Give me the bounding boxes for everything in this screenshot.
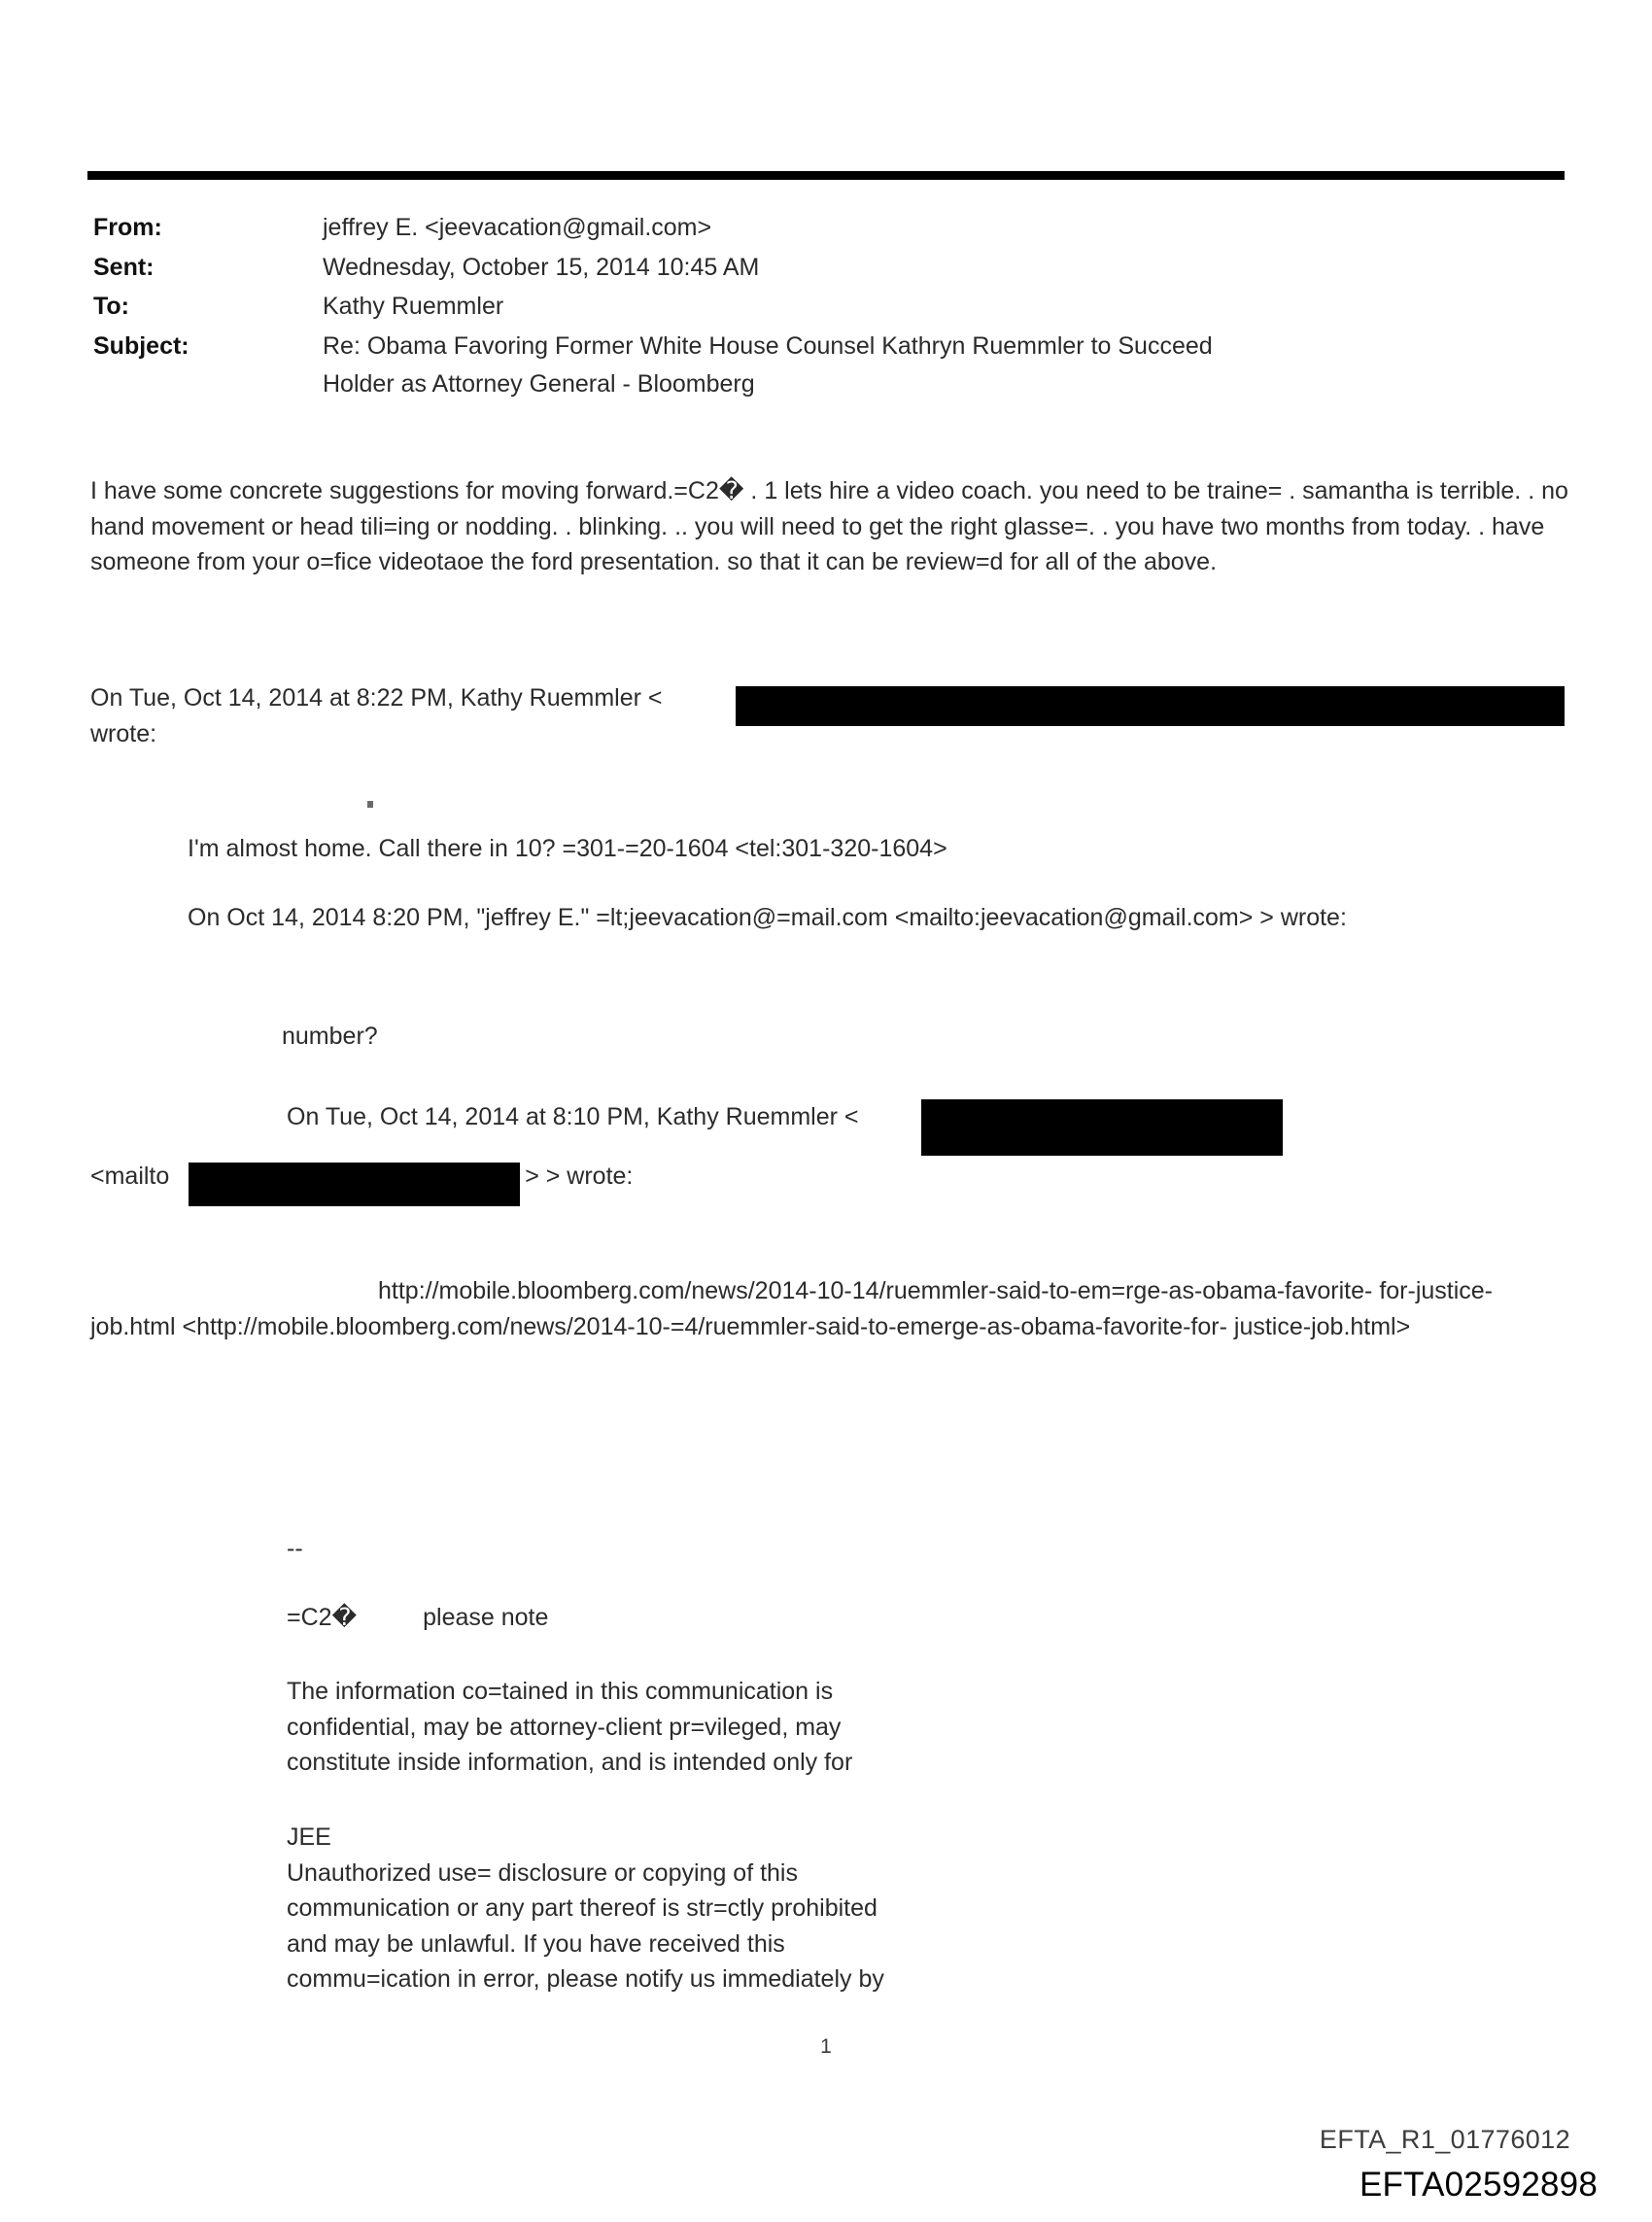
unauthorized-line-3: and may be unlawful. If you have received this: [287, 1929, 785, 1958]
bloomberg-url-line-1: http://mobile.bloomberg.com/news/2014-10-14/ruemmler-said-to-em=rge-as-obama-favorite-: [378, 1277, 1373, 1304]
unauthorized-use-notice: [287, 1820, 1025, 1997]
from-value: jeffrey E. <jeevacation@gmail.com>: [323, 214, 712, 241]
header-row-from: [93, 212, 1551, 244]
subject-value-line1: Re: Obama Favoring Former White House Counsel Kathryn Ruemmler to Succeed: [323, 331, 1213, 360]
redaction-bar-email-1: [736, 686, 1565, 726]
subject-value: [323, 330, 1551, 400]
quote-body-almost-home-text: I'm almost home. Call there in 10? =301-=20-1604 <tel:301-320-1604>: [188, 835, 947, 862]
please-note-line: [287, 1600, 967, 1636]
stray-period-mark: [367, 801, 373, 808]
quote-attribution-3-text: On Tue, Oct 14, 2014 at 8:10 PM, Kathy Ruemmler <: [287, 1103, 859, 1130]
bloomberg-url-block: [90, 1273, 1577, 1344]
please-note-prefix: =C2�: [287, 1604, 358, 1631]
subject-label: Subject:: [93, 331, 189, 360]
sent-value: Wednesday, October 15, 2014 10:45 AM: [323, 253, 760, 281]
to-value: Kathy Ruemmler: [323, 293, 504, 320]
redaction-bar-mailto-3: [189, 1163, 520, 1206]
mailto-prefix: <mailto: [90, 1163, 170, 1190]
mailto-tail: > > wrote:: [525, 1163, 634, 1190]
bates-number-bottom: EFTA02592898: [1359, 2166, 1598, 2204]
quote-attribution-2-text: On Oct 14, 2014 8:20 PM, "jeffrey E." =lt;jeevacation@=mail.com <mailto:jeevacation@gmail.com> > wrote:: [188, 904, 1347, 931]
header-divider-rule: [87, 171, 1565, 180]
bloomberg-url-line-2: for-justice-job.html <http://mobile.bloomberg.com/news/2014-10-=4/ruemmler-said-to-emerge-as-obama-favorite-for-: [90, 1277, 1493, 1340]
header-row-sent: [93, 252, 1551, 284]
unauthorized-line-2: communication or any part thereof is str=ctly prohibited: [287, 1894, 878, 1922]
confidentiality-line-2: confidential, may be attorney-client pr=vileged, may: [287, 1713, 842, 1741]
intro-paragraph: [90, 473, 1569, 580]
bloomberg-url-line-3: justice-job.html>: [1233, 1312, 1411, 1340]
quote-body-number: [282, 1019, 865, 1055]
bates-number-top: EFTA_R1_01776012: [1319, 2125, 1570, 2154]
intro-paragraph-text: I have some concrete suggestions for moving forward.=C2� . 1 lets hire a video coach. you need to be traine= . samantha is terrible. . no hand movement or head tili=ing or nodding. . blinking. .. you will need to get the right glasse=. . you have two months from today. . have someone from your o=fice videotaoe the ford presentation. so that it can be review=d for all of the above.: [90, 477, 1568, 575]
signature-separator-text: --: [287, 1535, 303, 1562]
confidentiality-notice: [287, 1674, 1025, 1781]
header-row-subject: [93, 330, 1551, 400]
signature-separator: [287, 1531, 675, 1567]
unauthorized-line-1: Unauthorized use= disclosure or copying of this: [287, 1858, 798, 1887]
quote-attribution-2: [188, 900, 1577, 936]
unauthorized-line-4: commu=ication in error, please notify us immediately by: [287, 1965, 884, 1993]
sent-label: Sent:: [93, 253, 155, 281]
confidentiality-line-1: The information co=tained in this communication is: [287, 1678, 834, 1705]
please-note-text: please note: [423, 1604, 549, 1631]
quote-attribution-1-tail: wrote:: [90, 719, 157, 747]
quote-attribution-1-text: On Tue, Oct 14, 2014 at 8:22 PM, Kathy Ruemmler <: [90, 684, 663, 712]
confidentiality-line-3: constitute inside information, and is intended only for: [287, 1749, 853, 1776]
redaction-bar-email-2: [921, 1099, 1283, 1156]
header-row-to: [93, 291, 1551, 323]
jee-initials: JEE: [287, 1823, 331, 1851]
page-number: 1: [820, 2035, 832, 2058]
quote-body-almost-home: [188, 831, 1567, 867]
to-label: To:: [93, 293, 130, 320]
from-label: From:: [93, 214, 162, 241]
quote-body-number-text: number?: [282, 1023, 378, 1050]
subject-value-line2: Holder as Attorney General - Bloomberg: [323, 370, 755, 398]
email-header-fields: [93, 212, 1551, 408]
